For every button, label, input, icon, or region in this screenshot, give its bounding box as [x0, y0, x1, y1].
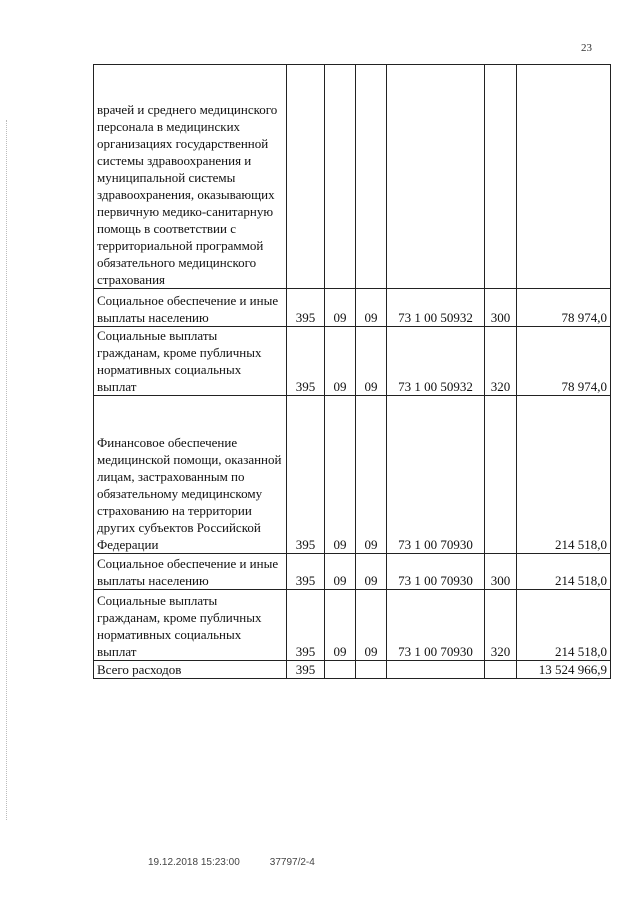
row-pr — [356, 65, 387, 289]
row-ved: 395 — [287, 661, 325, 679]
row-rz — [325, 661, 356, 679]
budget-table — [93, 64, 611, 679]
row-sum: 214 518,0 — [517, 396, 611, 554]
row-vr — [485, 396, 517, 554]
row-name: врачей и среднего медицинского персонала в медицинских организациях государственной системы здравоохранения и муниципальной системы здравоохранения, оказывающих первичную медико-санитарную помощь в соответствии с территориальной программой обязательного медицинского страхования — [94, 65, 287, 289]
row-pr: 09 — [356, 289, 387, 327]
row-ved — [287, 65, 325, 289]
page-number: 23 — [581, 42, 592, 54]
row-name: Всего расходов — [94, 661, 287, 679]
table-row — [94, 327, 611, 396]
row-rz — [325, 65, 356, 289]
row-rz: 09 — [325, 289, 356, 327]
row-sum: 214 518,0 — [517, 590, 611, 661]
row-vr: 320 — [485, 590, 517, 661]
row-name: Финансовое обеспечение медицинской помощи, оказанной лицам, застрахованным по обязательному медицинскому страхованию на территории других субъектов Российской Федерации — [94, 396, 287, 554]
table-row — [94, 396, 611, 554]
footer-doc-id: 37797/2-4 — [269, 857, 315, 868]
row-csr: 73 1 00 50932 — [387, 327, 485, 396]
row-vr: 320 — [485, 327, 517, 396]
row-name: Социальные выплаты гражданам, кроме публичных нормативных социальных выплат — [94, 327, 287, 396]
row-csr — [387, 661, 485, 679]
row-ved: 395 — [287, 289, 325, 327]
row-rz: 09 — [325, 396, 356, 554]
footer-stamp — [148, 857, 315, 868]
row-sum: 214 518,0 — [517, 554, 611, 590]
row-pr: 09 — [356, 396, 387, 554]
row-rz: 09 — [325, 590, 356, 661]
row-sum: 78 974,0 — [517, 327, 611, 396]
scan-edge-mark — [6, 120, 8, 820]
row-ved: 395 — [287, 327, 325, 396]
row-vr — [485, 65, 517, 289]
footer-timestamp: 19.12.2018 15:23:00 — [148, 857, 240, 868]
row-ved: 395 — [287, 590, 325, 661]
row-ved: 395 — [287, 396, 325, 554]
row-sum: 13 524 966,9 — [517, 661, 611, 679]
row-vr — [485, 661, 517, 679]
table-row — [94, 289, 611, 327]
row-vr: 300 — [485, 289, 517, 327]
row-name: Социальное обеспечение и иные выплаты населению — [94, 554, 287, 590]
row-pr: 09 — [356, 554, 387, 590]
row-pr: 09 — [356, 327, 387, 396]
row-csr: 73 1 00 70930 — [387, 554, 485, 590]
row-sum: 78 974,0 — [517, 289, 611, 327]
table-row — [94, 554, 611, 590]
row-pr: 09 — [356, 590, 387, 661]
row-vr: 300 — [485, 554, 517, 590]
row-rz: 09 — [325, 554, 356, 590]
row-sum — [517, 65, 611, 289]
row-csr: 73 1 00 70930 — [387, 590, 485, 661]
row-rz: 09 — [325, 327, 356, 396]
row-name: Социальные выплаты гражданам, кроме публичных нормативных социальных выплат — [94, 590, 287, 661]
row-pr — [356, 661, 387, 679]
table-row — [94, 65, 611, 289]
row-csr — [387, 65, 485, 289]
row-ved: 395 — [287, 554, 325, 590]
table-row — [94, 590, 611, 661]
row-csr: 73 1 00 50932 — [387, 289, 485, 327]
row-name: Социальное обеспечение и иные выплаты населению — [94, 289, 287, 327]
row-csr: 73 1 00 70930 — [387, 396, 485, 554]
table-row-total — [94, 661, 611, 679]
